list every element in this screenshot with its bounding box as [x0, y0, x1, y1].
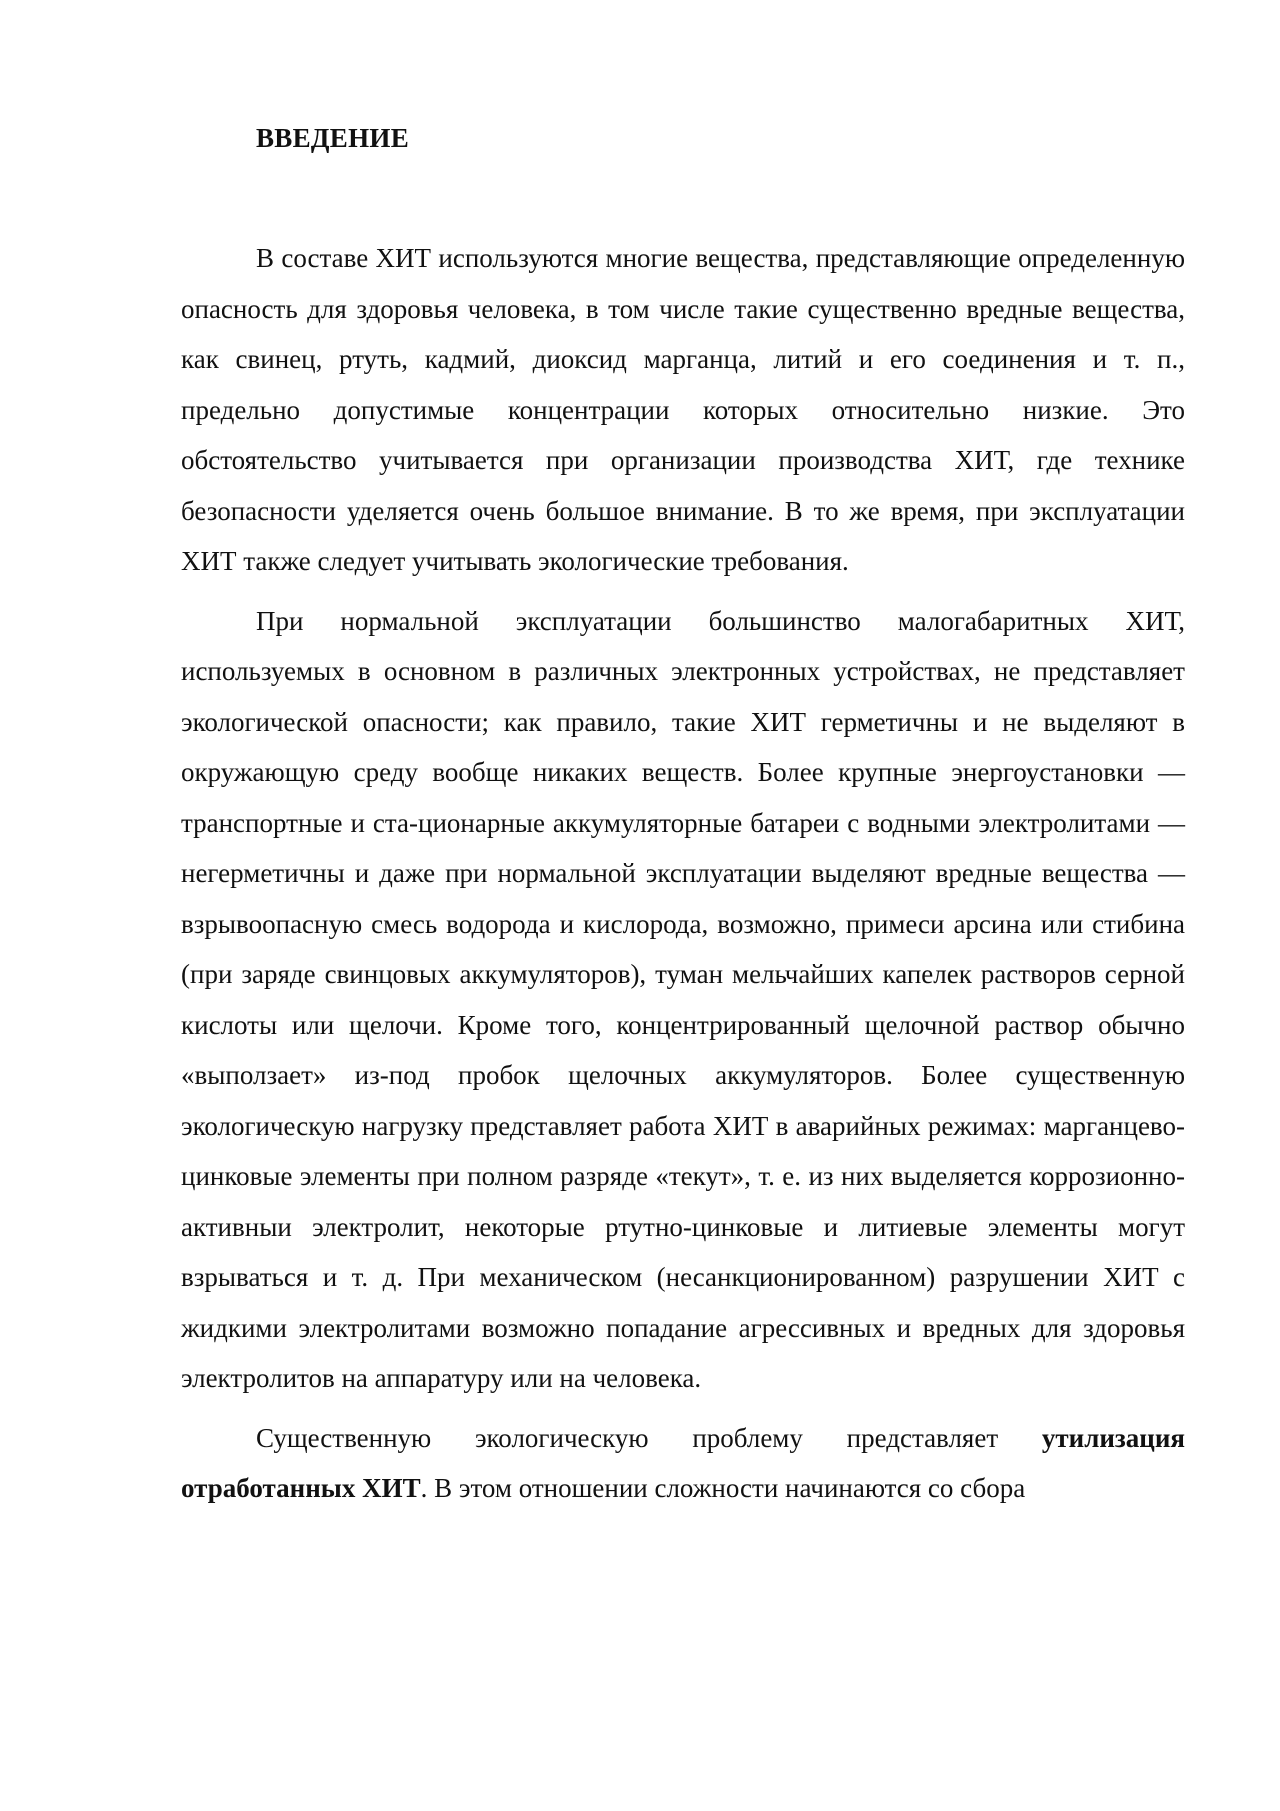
paragraph-1: В составе ХИТ используются многие вещества, представляющие определенную опасность для здоровья человека, в том числе такие существенно вредные вещества, как свинец, ртуть, кадмий, диоксид марганца, литий и его соединения и т. п., предельно допустимые концентрации которых относительно низкие. Это обстоятельство учитывается при организации производства ХИТ, где технике безопасности уделяется очень большое внимание. В то же время, при эксплуатации ХИТ также следует учитывать экологические требования. [181, 243, 1185, 576]
paragraph-3 [181, 1413, 1185, 1514]
paragraph-3-text-after: . В этом отношении сложности начинаются со сбора [420, 1473, 1026, 1503]
document-body [181, 233, 1185, 1523]
paragraph-3-bold-term: утилизация отработанных ХИТ [181, 1422, 1185, 1503]
document-heading: ВВЕДЕНИЕ [256, 123, 410, 153]
paragraph-2: При нормальной эксплуатации большинство малогабаритных ХИТ, используемых в основном в различных электронных устройствах, не представляет экологической опасности; как правило, такие ХИТ герметичны и не выделяют в окружающую среду вообще никаких веществ. Более крупные энергоустановки — транспортные и ста-ционарные аккумуляторные батареи с водными электролитами — негерметичны и даже при нормальной эксплуатации выделяют вредные вещества — взрывоопасную смесь водорода и кислорода, возможно, примеси арсина или стибина (при заряде свинцовых аккумуляторов), туман мельчайших капелек растворов серной кислоты или щелочи. Кроме того, концентрированный щелочной раствор обычно «выползает» из-под пробок щелочных аккумуляторов. Более существенную экологическую нагрузку представляет работа ХИТ в аварийных режимах: марганцево-цинковые элементы при полном разряде «текут», т. е. из них выделяется коррозионно-активныи электролит, некоторые ртутно-цинковые и литиевые элементы могут взрываться и т. д. При механическом (несанкционированном) разрушении ХИТ с жидкими электролитами возможно попадание агрессивных и вредных для здоровья электролитов на аппаратуру или на человека. [181, 605, 1185, 1393]
paragraph-3-text-before: Существенную экологическую проблему представляет [256, 1422, 1042, 1453]
